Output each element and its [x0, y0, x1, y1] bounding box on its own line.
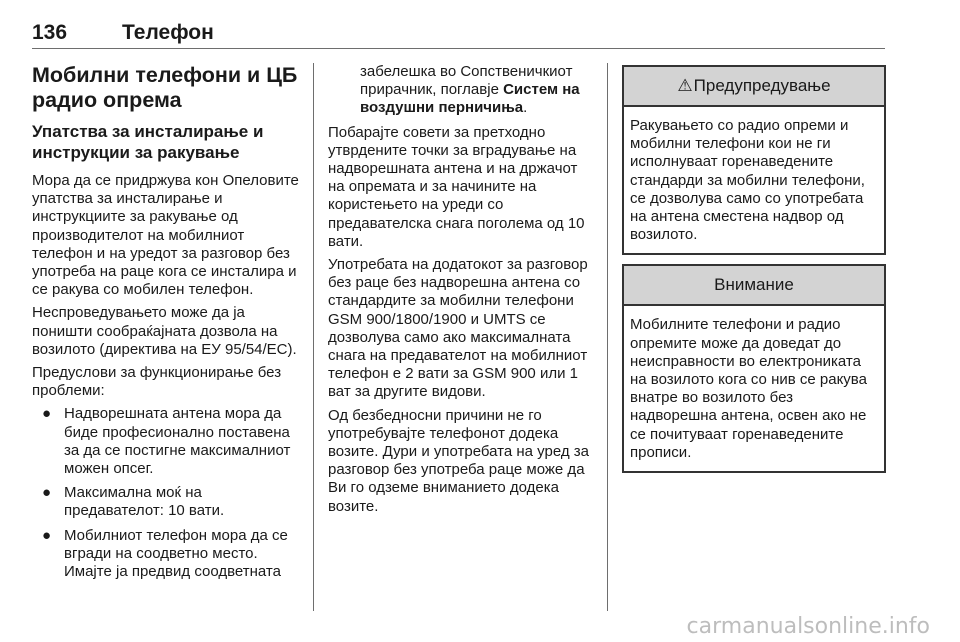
notice-title: Внимание [714, 275, 794, 295]
paragraph: Употребата на додатокот за разговор без раце без надворешна антена со стандардите за мобилни телефони GSM 900/1800/1900 и UMTS се дозволува само ако максималната снага на предавателот на мобилниот телефон е 2 вати за GSM 900 или 1 ват за другите видови. [328, 256, 588, 401]
column-middle [328, 63, 596, 521]
notice-header [624, 266, 884, 306]
warning-text: Ракувањето со радио опреми и мобилни телефони кои не ги исполнуваат горенаведените стандарди за мобилни телефони, се дозволува само со употребата на антена сместена надвор од возилото. [630, 117, 865, 244]
paragraph: Предуслови за функционирање без проблеми: [32, 364, 282, 400]
warning-box [622, 65, 886, 255]
paragraph: Побарајте совети за претходно утврдените точки за вградување на надворешната антена и на држачот на опремата и за начините на користењето на уреди со предавателска снага поголема од 10 вати. [328, 123, 585, 250]
page-number: 136 [32, 21, 68, 44]
warning-title: Предупредување [693, 76, 831, 95]
list-item-continued [328, 63, 596, 118]
paragraph: Мора да се придржува кон Опеловите упатства за инсталирање и инструкциите за ракување од производителот на мобилниот телефон и на уредот за разговор без употреба на раце кога се инсталира и се ракува со мобилен телефон. [32, 172, 299, 299]
list-item-text: забелешка во Сопственичкиот прирачник, поглавје [360, 63, 573, 99]
punctuation: . [523, 99, 528, 117]
list-item [32, 484, 300, 520]
notice-body [624, 306, 884, 471]
paragraph: Од безбедносни причини не го употребувајте телефонот додека возите. Дури и употребата на уред за разговор без употреба раце може да Ви го одземе вниманието додека возите. [328, 406, 589, 515]
section-heading: Мобилни телефони и ЦБ радио опрема [32, 63, 298, 112]
warning-header [624, 67, 884, 107]
list-item [32, 405, 300, 478]
warning-body [624, 107, 884, 253]
requirements-list [32, 405, 300, 581]
list-item-text: Мобилниот телефон мора да се вгради на соодветно место. Имајте ја предвид соодветната [64, 526, 288, 581]
column-right [622, 65, 886, 482]
notice-text: Мобилните телефони и радио опремите може да доведат до неисправности во електрониката на возилото кога со нив се ракува внатре во возилото без надворешна антена, освен ако не се почитуваат горенаведените прописи. [630, 316, 867, 461]
bullet-icon: ● [42, 484, 52, 502]
bullet-icon: ● [42, 405, 52, 423]
list-item [32, 527, 300, 582]
section-subheading: Упатства за инсталирање и инструкции за ракување [32, 122, 264, 162]
watermark: carmanualsonline.info [686, 614, 930, 639]
bullet-icon: ● [42, 526, 52, 544]
warning-triangle-icon: ⚠ [677, 76, 693, 95]
notice-box [622, 264, 886, 473]
header-rule [32, 48, 885, 49]
chapter-title: Телефон [122, 21, 214, 44]
column-left [32, 63, 300, 587]
paragraph: Неспроведувањето може да ја поништи сообраќајната дозвола на возилото (директива на ЕУ 95/54/ЕС). [32, 304, 297, 358]
column-divider [313, 63, 314, 611]
column-divider [607, 63, 608, 611]
list-item-text: Максимална моќ на предавателот: 10 вати. [64, 484, 225, 520]
cross-reference: Систем на воздушни перничиња [360, 81, 580, 117]
requirements-list-continued [328, 63, 596, 118]
list-item-text: Надворешната антена мора да биде професионално поставена за да се постигне максималниот можен опсег. [64, 405, 291, 478]
